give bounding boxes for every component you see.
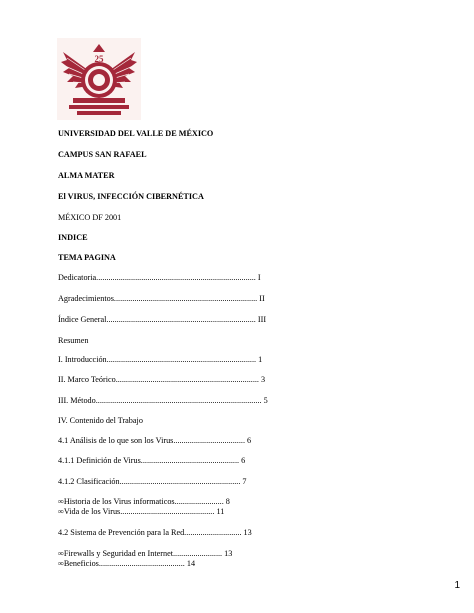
toc-bullet-entry: ∞Historia de los Virus informaticos........................ 8 xyxy=(58,497,230,506)
alma-mater: ALMA MATER xyxy=(58,171,115,180)
toc-entry: I. Introducción......................................................................... 1 xyxy=(58,355,263,364)
university-seal-logo xyxy=(57,38,141,120)
toc-bullet-entry: ∞Vida de los Virus.............................................. 11 xyxy=(58,507,225,516)
toc-entry: 4.1.1 Definición de Virus................................................ 6 xyxy=(58,456,246,465)
seal-numeral: 25 xyxy=(94,54,104,64)
toc-entry: III. Método................................................................................. 5 xyxy=(58,396,268,405)
toc-entry: IV. Contenido del Trabajo xyxy=(58,416,143,425)
toc-entry: Resumen xyxy=(58,336,89,345)
tema-pagina-heading: TEMA PAGINA xyxy=(58,253,116,262)
toc-entry: Índice General......................................................................... III xyxy=(58,315,267,324)
toc-entry: Agradecimientos...................................................................... II xyxy=(58,294,265,303)
toc-entry: Dedicatoria.............................................................................. I xyxy=(58,273,261,282)
index-heading: INDICE xyxy=(58,233,88,242)
toc-entry: 4.1.2 Clasificación........................................................... 7 xyxy=(58,477,247,486)
seal-graphic xyxy=(57,38,141,120)
toc-bullet-entry: ∞Beneficios.......................................... 14 xyxy=(58,559,196,568)
toc-entry: 4.2 Sistema de Prevención para la Red............................ 13 xyxy=(58,528,252,537)
document-title: El VIRUS, INFECCIÓN CIBERNÉTICA xyxy=(58,192,204,201)
toc-bullet-entry: ∞Firewalls y Seguridad en Internet........................ 13 xyxy=(58,549,233,558)
toc-entry: 4.1 Análisis de lo que son los Virus................................... 6 xyxy=(58,436,252,445)
page-number: 1 xyxy=(454,580,460,591)
toc-entry: II. Marco Teórico...................................................................... 3 xyxy=(58,375,266,384)
university-name: UNIVERSIDAD DEL VALLE DE MÉXICO xyxy=(58,129,214,138)
campus-name: CAMPUS SAN RAFAEL xyxy=(58,150,147,159)
place-date: MÉXICO DF 2001 xyxy=(58,213,122,222)
